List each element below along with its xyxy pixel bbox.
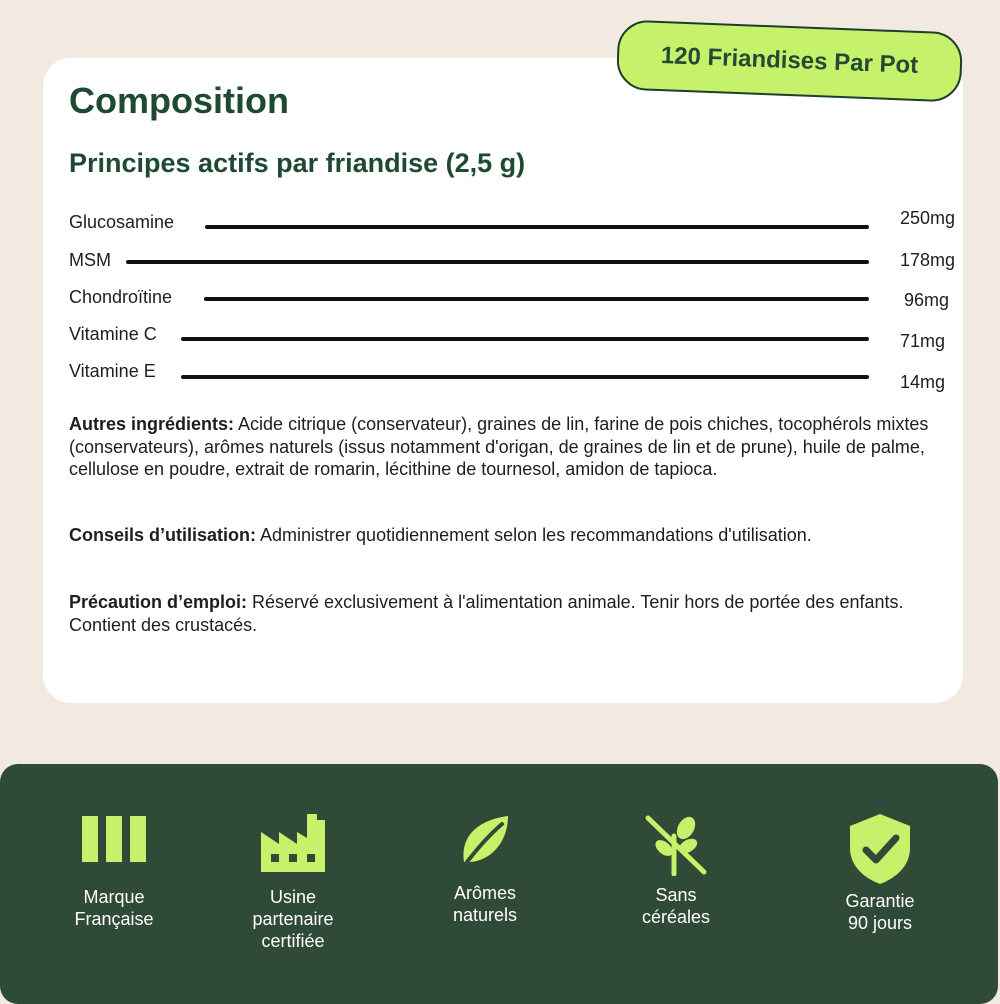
feature-label: Marque Française xyxy=(74,887,154,929)
feature-label: Sans céréales xyxy=(641,885,711,927)
usage-text: Administrer quotidiennement selon les recommandations d'utilisation. xyxy=(256,525,812,545)
nutrient-row-vitamine-e xyxy=(69,361,955,391)
shield-check-icon xyxy=(850,814,910,884)
active-ingredients-subtitle: Principes actifs par friandise (2,5 g) xyxy=(69,148,526,178)
nutrient-value: 71mg xyxy=(899,331,945,351)
feature-guarantee xyxy=(795,814,965,934)
leaf-icon xyxy=(458,814,512,870)
factory-icon xyxy=(261,814,325,872)
nutrient-row-glucosamine xyxy=(69,208,955,242)
nutrient-name: Vitamine E xyxy=(69,361,156,381)
feature-french-brand xyxy=(29,814,199,930)
nutrient-leader-line xyxy=(126,260,869,264)
precaution-label: Précaution d’emploi: xyxy=(69,592,248,612)
other-ingredients-label: Autres ingrédients: xyxy=(69,414,235,434)
usage-label: Conseils d’utilisation: xyxy=(69,525,257,545)
features-footer xyxy=(0,764,998,1004)
nutrient-leader-line xyxy=(181,375,869,379)
french-flag-icon xyxy=(82,814,146,864)
nutrient-name: Chondroïtine xyxy=(69,287,173,307)
other-ingredients-paragraph xyxy=(69,413,939,481)
nutrient-row-vitamine-c xyxy=(69,324,955,354)
page-title: Composition xyxy=(69,80,289,121)
nutrient-value: 96mg xyxy=(903,290,949,310)
nutrient-leader-line xyxy=(205,225,869,229)
usage-paragraph xyxy=(69,524,939,547)
feature-label: Arômes naturels xyxy=(452,883,518,925)
nutrient-name: Vitamine C xyxy=(69,324,157,344)
nutrient-name: MSM xyxy=(69,250,111,270)
nutrient-value: 250mg xyxy=(899,208,955,228)
treats-per-jar-badge: 120 Friandises Par Pot xyxy=(616,19,963,102)
nutrient-value: 178mg xyxy=(899,250,955,270)
nutrient-leader-line xyxy=(204,297,869,301)
no-grain-icon xyxy=(644,814,708,876)
feature-grain-free xyxy=(591,814,761,928)
feature-label: Garantie 90 jours xyxy=(845,891,915,933)
nutrient-name: Glucosamine xyxy=(69,212,175,232)
nutrient-leader-line xyxy=(181,337,869,341)
feature-certified-factory xyxy=(208,814,378,952)
nutrient-row-msm xyxy=(69,250,955,280)
feature-label: Usine partenaire certifiée xyxy=(252,887,334,951)
precaution-paragraph xyxy=(69,591,939,636)
feature-natural-flavors xyxy=(400,814,570,926)
precaution-text: Réservé exclusivement à l'alimentation animale. Tenir hors de portée des enfants. Contient des crustacés. xyxy=(69,592,904,635)
nutrient-row-chondroitine xyxy=(69,287,955,317)
other-ingredients-text: Acide citrique (conservateur), graines de lin, farine de pois chiches, tocophérols mixtes (conservateurs), arômes naturels (issus notamment d'origan, de graines de lin et de prune), huile de palme, cellulose en poudre, extrait de romarin, lécithine de tournesol, amidon de tapioca. xyxy=(69,414,929,479)
nutrient-value: 14mg xyxy=(899,372,945,392)
